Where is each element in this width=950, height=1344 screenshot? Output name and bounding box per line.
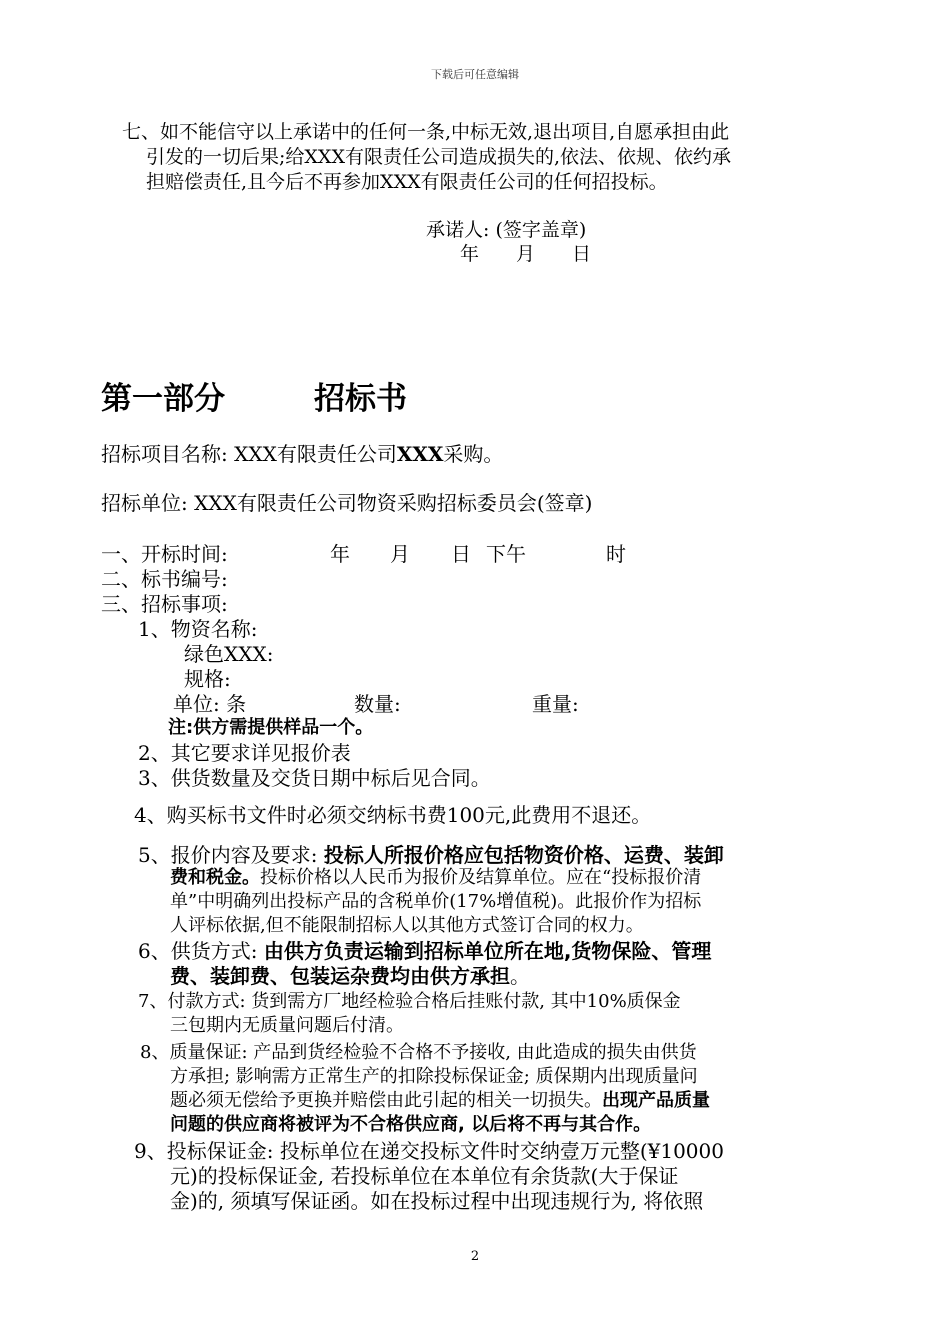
open-time-hour: 时	[606, 542, 626, 566]
material-name-label: 1、物资名称:	[138, 617, 258, 641]
commitment-line-3: 担赔偿责任,且今后不再参加XXX有限责任公司的任何招投标。	[146, 171, 668, 193]
open-time-month: 月	[390, 542, 410, 566]
item-6-label: 6、供货方式:	[138, 939, 258, 963]
material-green-label: 绿色XXX:	[184, 642, 274, 666]
signer-label: 承诺人: (签字盖章)	[426, 219, 587, 241]
item-6-bold-1: 由供方负责运输到招标单位所在地,货物保险、管理	[263, 939, 712, 963]
item-8-line-3: 题必须无偿给予更换并赔偿由此引起的相关一切损失。	[170, 1090, 602, 1111]
project-name-item: XXX	[396, 442, 444, 466]
sample-note: 注:供方需提供样品一个。	[168, 717, 374, 738]
open-time-year: 年	[330, 542, 350, 566]
material-weight-label: 重量:	[532, 692, 579, 716]
open-time-pm: 下午	[486, 542, 526, 566]
item-9-line-3: 金)的, 须填写保证函。如在投标过程中出现违规行为, 将依照	[170, 1189, 704, 1213]
project-name-suffix: 采购。	[443, 442, 504, 466]
material-unit-label: 单位: 条	[173, 692, 247, 716]
commitment-line-2: 引发的一切后果;给XXX有限责任公司造成损失的,依法、依规、依约承	[146, 146, 732, 168]
commitment-line-1: 七、如不能信守以上承诺中的任何一条,中标无效,退出项目,自愿承担由此	[122, 121, 730, 143]
material-qty-label: 数量:	[354, 692, 401, 716]
date-month: 月	[516, 243, 536, 265]
open-time-label: 一、开标时间:	[101, 542, 228, 566]
item-8-bold-2: 问题的供应商将被评为不合格供应商, 以后将不再与其合作。	[170, 1114, 652, 1135]
item-8-line-2: 方承担; 影响需方正常生产的扣除投标保证金; 质保期内出现质量问	[170, 1066, 698, 1087]
doc-number-label: 二、标书编号:	[101, 567, 228, 591]
project-name-label: 招标项目名称:	[101, 442, 228, 466]
item-5-bold-2: 费和税金。	[170, 867, 260, 888]
item-8-bold-1: 出现产品质量	[602, 1090, 710, 1111]
item-7-line-1: 7、付款方式: 货到需方厂地经检验合格后挂账付款, 其中10%质保金	[138, 991, 681, 1012]
item-2: 2、其它要求详见报价表	[138, 741, 351, 765]
open-time-day: 日	[451, 542, 471, 566]
item-9-line-2: 元)的投标保证金, 若投标单位在本单位有余货款(大于保证	[170, 1164, 679, 1188]
item-4: 4、购买标书文件时必须交纳标书费100元,此费用不退还。	[134, 803, 652, 827]
material-spec-label: 规格:	[184, 667, 231, 691]
item-7-line-2: 三包期内无质量问题后付清。	[170, 1015, 404, 1036]
item-3: 3、供货数量及交货日期中标后见合同。	[138, 766, 491, 790]
item-5-label: 5、报价内容及要求:	[138, 843, 318, 867]
item-9-line-1: 9、投标保证金: 投标单位在递交投标文件时交纳壹万元整(¥10000	[134, 1139, 724, 1163]
project-name-company: XXX有限责任公司	[234, 442, 397, 466]
item-6-end: 。	[510, 964, 530, 988]
item-5-bold-1: 投标人所报价格应包括物资价格、运费、装卸	[323, 843, 724, 867]
item-5-line-4: 人评标依据,但不能限制招标人以其他方式签订合同的权力。	[170, 915, 644, 936]
item-6-bold-2: 费、装卸费、包装运杂费均由供方承担	[170, 964, 510, 988]
item-8-line-1: 8、质量保证: 产品到货经检验不合格不予接收, 由此造成的损失由供货	[140, 1042, 697, 1063]
page-header: 下载后可任意编辑	[431, 68, 519, 81]
page-number: 2	[470, 1249, 480, 1264]
item-5-line-3: 单”中明确列出投标产品的含税单价(17%增值税)。此报价作为招标	[170, 891, 702, 912]
section-title-name: 招标书	[314, 381, 407, 417]
tender-unit-value: XXX有限责任公司物资采购招标委员会(签章)	[194, 491, 593, 515]
date-year: 年	[460, 243, 480, 265]
item-5-line-2: 投标价格以人民币为报价及结算单位。应在“投标报价清	[260, 867, 702, 888]
tender-unit-label: 招标单位:	[101, 491, 188, 515]
matters-label: 三、招标事项:	[101, 592, 228, 616]
section-title-part: 第一部分	[101, 381, 225, 417]
date-day: 日	[572, 243, 592, 265]
